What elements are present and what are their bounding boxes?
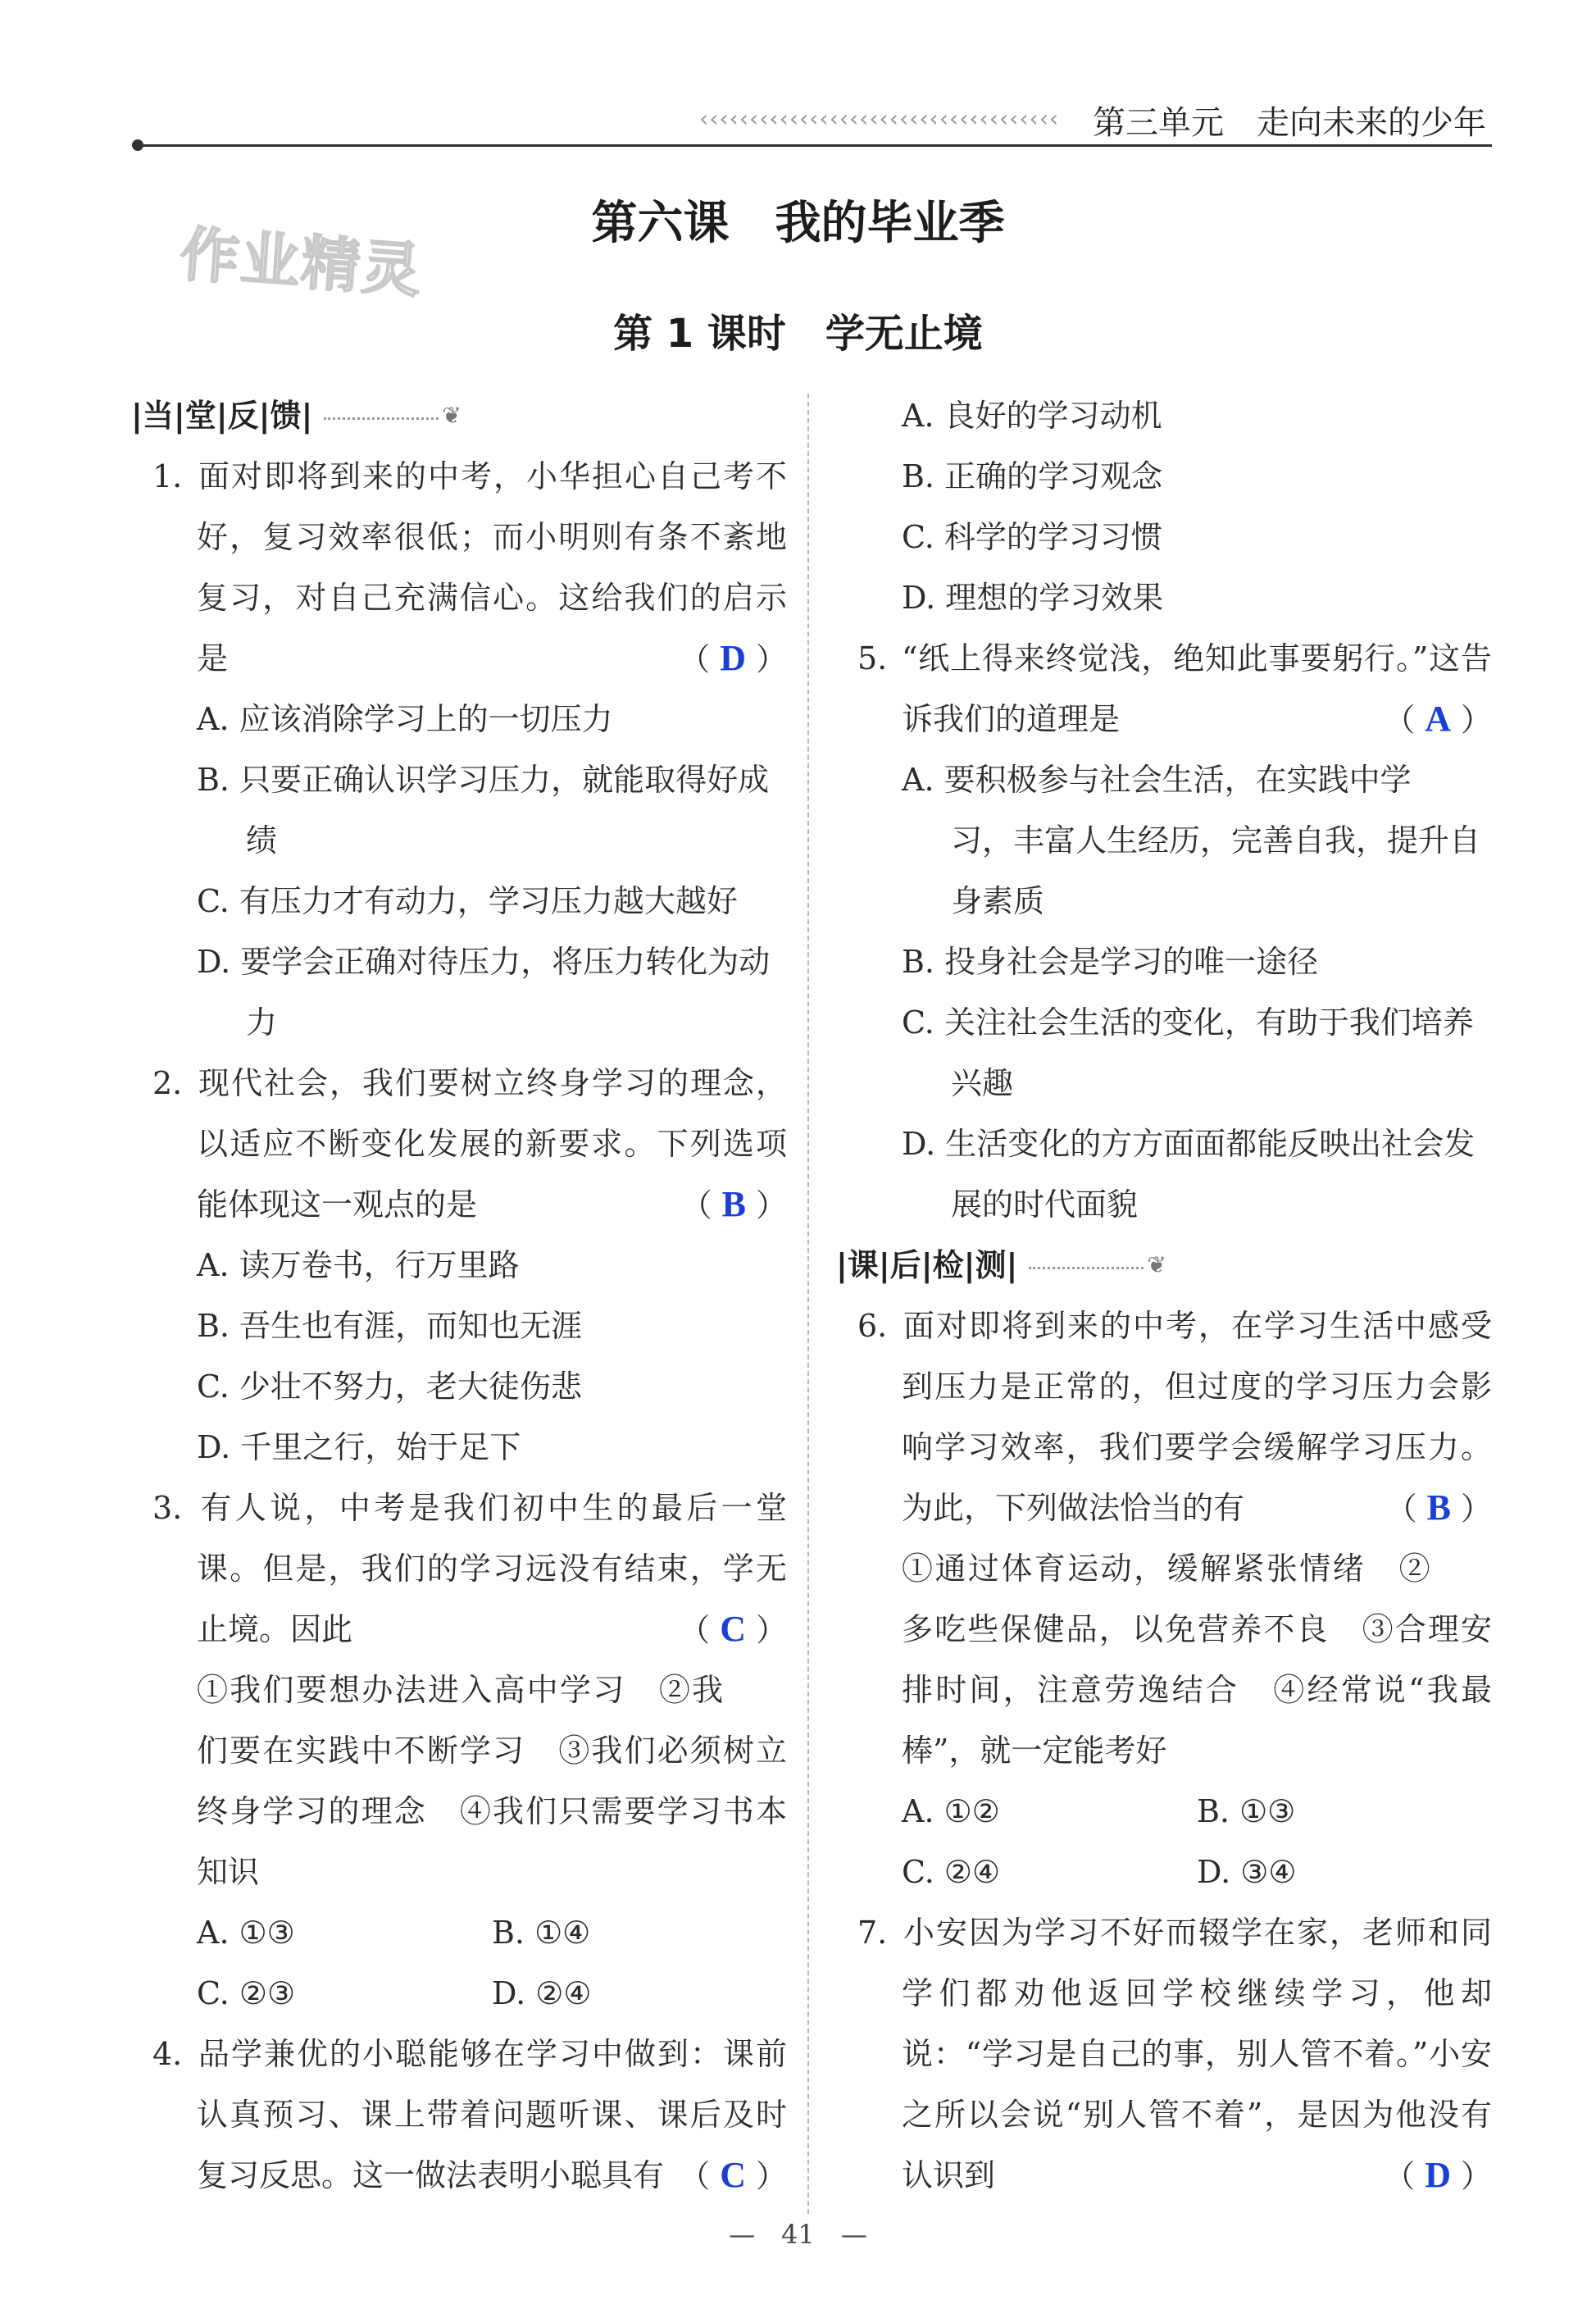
option: A. 应该消除学习上的一切压力	[197, 701, 613, 737]
section-header-after-class	[836, 1235, 1492, 1296]
option: B. 投身社会是学习的唯一途径	[902, 944, 1319, 980]
answer: B	[1426, 1487, 1451, 1528]
option: D. 千里之行，始于足下	[197, 1429, 521, 1465]
option: D. ②④	[492, 1975, 592, 2011]
option: B. ①③	[1197, 1793, 1296, 1829]
header-arrows: ‹‹‹‹‹‹‹‹‹‹‹‹‹‹‹‹‹‹‹‹‹‹‹‹‹‹‹‹‹‹‹‹‹‹‹‹	[699, 105, 1060, 132]
answer: A	[1425, 699, 1451, 739]
leaf-icon: ❦	[1147, 1251, 1166, 1278]
question-2	[131, 1053, 787, 1478]
option: B. 正确的学习观念	[902, 458, 1163, 494]
option: D. 要学会正确对待压力，将压力转化为动力	[197, 944, 771, 1041]
watermark-logo: 作业精灵	[178, 219, 425, 306]
header-unit-title: 第三单元 走向未来的少年	[1093, 104, 1486, 142]
dotted-line	[324, 417, 439, 420]
answer-box: （ B ）	[680, 1184, 787, 1224]
question-stem: 品学兼优的小聪能够在学习中做到：课前认真预习、课上带着问题听课、课后及时复习反思。这一做法表明小聪具有	[197, 2036, 787, 2193]
answer: C	[720, 1609, 746, 1649]
answer-box: （ C ）	[679, 1609, 787, 1649]
leaf-icon: ❦	[442, 402, 462, 429]
column-divider	[807, 394, 809, 2214]
option: A. ①③	[197, 1915, 295, 1951]
answer-box: （ A ）	[1384, 699, 1492, 739]
option-row	[131, 1963, 787, 2024]
option: D. ③④	[1197, 1854, 1297, 1890]
question-7	[836, 1902, 1492, 2206]
statements: ①通过体育运动，缓解紧张情绪 ②多吃些保健品，以免营养不良 ③合理安排时间，注意劳逸结合 ④经常说“我最棒”，就一定能考好	[902, 1551, 1492, 1769]
option-row	[836, 1781, 1492, 1842]
question-stem: “纸上得来终觉浅，绝知此事要躬行。”这告诉我们的道理是	[902, 640, 1492, 737]
option: C. 有压力才有动力，学习压力越大越好	[197, 883, 738, 919]
header-rule	[139, 144, 1492, 147]
option: D. 生活变化的方方面面都能反映出社会发展的时代面貌	[902, 1126, 1476, 1223]
option: A. 良好的学习动机	[902, 398, 1162, 434]
lesson-title: 第六课 我的毕业季	[591, 197, 1005, 250]
question-5	[836, 628, 1492, 1235]
option: B. 吾生也有涯，而知也无涯	[197, 1308, 583, 1344]
question-number: 4.	[152, 2036, 183, 2072]
question-number: 5.	[857, 640, 888, 676]
question-number: 1.	[152, 458, 183, 494]
question-stem: 现代社会，我们要树立终身学习的理念，以适应不断变化发展的新要求。下列选项能体现这一观点的是	[197, 1065, 787, 1223]
page-number: — 41 —	[729, 2219, 867, 2250]
option: C. 科学的学习习惯	[902, 519, 1162, 555]
answer-box: （ B ）	[1385, 1487, 1492, 1528]
answer-box: （ D ）	[679, 638, 787, 678]
lesson-subtitle: 第 1 课时 学无止境	[613, 311, 983, 357]
question-number: 6.	[857, 1308, 888, 1344]
section-title: |当|堂|反|馈|	[131, 398, 313, 434]
option: B. ①④	[492, 1915, 591, 1951]
question-number: 2.	[152, 1065, 183, 1101]
question-stem: 小安因为学习不好而辍学在家，老师和同学们都劝他返回学校继续学习，他却说：“学习是自己的事，别人管不着。”小安之所以会说“别人管不着”，是因为他没有认识到	[902, 1915, 1492, 2193]
answer: B	[721, 1184, 746, 1224]
option: D. 理想的学习效果	[902, 580, 1164, 616]
answer-box: （ D ）	[1384, 2155, 1492, 2195]
question-number: 7.	[857, 1915, 888, 1951]
answer: C	[720, 2155, 746, 2195]
option: A. 读万卷书，行万里路	[197, 1247, 520, 1283]
option: A. 要积极参与社会生活，在实践中学习，丰富人生经历，完善自我，提升自身素质	[902, 762, 1481, 919]
question-stem: 面对即将到来的中考，在学习生活中感受到压力是正常的，但过度的学习压力会影响学习效率，我们要学会缓解学习压力。为此，下列做法恰当的有	[902, 1308, 1492, 1526]
option: A. ①②	[902, 1793, 1000, 1829]
question-6	[836, 1296, 1492, 1902]
question-1	[131, 446, 787, 1053]
question-number: 3.	[152, 1490, 183, 1526]
question-stem: 面对即将到来的中考，小华担心自己考不好，复习效率很低；而小明则有条不紊地复习，对自己充满信心。这给我们的启示是	[197, 458, 787, 676]
question-4	[131, 2024, 787, 2206]
answer-box: （ C ）	[679, 2155, 787, 2195]
option: C. ②③	[197, 1975, 296, 2011]
dotted-line	[1029, 1267, 1144, 1269]
option-row	[131, 1902, 787, 1963]
answer: D	[1425, 2155, 1451, 2195]
section-header-in-class	[131, 385, 787, 446]
question-3	[131, 1478, 787, 2024]
answer: D	[720, 638, 746, 678]
option: C. ②④	[902, 1854, 1001, 1890]
section-title: |课|后|检|测|	[836, 1247, 1018, 1283]
option: B. 只要正确认识学习压力，就能取得好成绩	[197, 762, 770, 858]
statements: ①我们要想办法进入高中学习 ②我们要在实践中不断学习 ③我们必须树立终身学习的理念 ④我们只需要学习书本知识	[197, 1672, 787, 1890]
option: C. 关注社会生活的变化，有助于我们培养兴趣	[902, 1004, 1474, 1101]
option-row	[836, 1842, 1492, 1902]
question-stem: 有人说，中考是我们初中生的最后一堂课。但是，我们的学习远没有结束，学无止境。因此	[197, 1490, 787, 1647]
right-column	[836, 385, 1492, 2207]
option: C. 少壮不努力，老大徒伤悲	[197, 1369, 582, 1405]
left-column	[131, 385, 787, 2207]
